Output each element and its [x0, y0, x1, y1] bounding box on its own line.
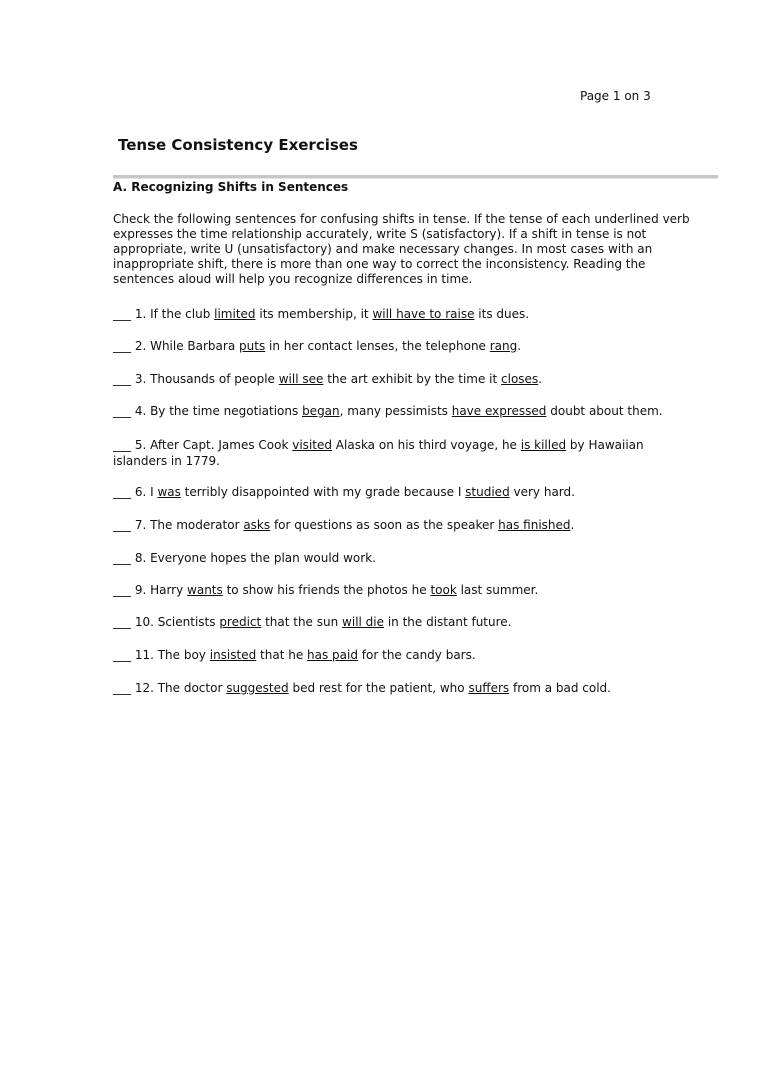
underlined-verb: wants [187, 583, 223, 597]
exercise-text: last summer. [456, 583, 539, 597]
instructions-line: inappropriate shift, there is more than one way to correct the inconsistency. Reading the [113, 257, 646, 271]
exercise-text: ___ 1. If the club [113, 307, 215, 321]
exercise-text: ___ 10. Scientists [113, 615, 220, 629]
exercise-text: bed rest for the patient, who [288, 681, 469, 695]
exercise-text: by Hawaiian islanders in 1779. [113, 438, 644, 468]
underlined-verb: will see [278, 372, 324, 386]
exercise-text: ___ 3. Thousands of people [113, 372, 279, 386]
exercise-text: in the distant future. [384, 615, 512, 629]
exercise-text: ___ 5. After Capt. James Cook [113, 438, 293, 452]
exercise-item-7 [113, 517, 713, 533]
exercise-text: . [570, 518, 575, 532]
section-heading: A. Recognizing Shifts in Sentences [113, 180, 349, 194]
exercise-text: . [538, 372, 543, 386]
exercise-text: that the sun [261, 615, 343, 629]
exercise-text: doubt about them. [546, 404, 663, 418]
exercise-text: ___ 7. The moderator [113, 518, 244, 532]
exercise-text: . [517, 339, 522, 353]
instructions-line: expresses the time relationship accurately, write S (satisfactory). If a shift in tense is not [113, 227, 647, 241]
underlined-verb: rang [489, 339, 518, 353]
exercise-item-4 [113, 403, 713, 419]
exercise-text: ___ 11. The boy [113, 648, 210, 662]
underlined-verb: visited [292, 438, 332, 452]
underlined-verb: began [302, 404, 340, 418]
exercise-item-9 [113, 582, 713, 598]
underlined-verb: will die [342, 615, 385, 629]
exercise-text: for the candy bars. [357, 648, 476, 662]
underlined-verb: suffers [468, 681, 510, 695]
exercise-item-3 [113, 371, 713, 387]
exercise-text: that he [256, 648, 308, 662]
underlined-verb: suggested [226, 681, 289, 695]
underlined-verb: will have to raise [372, 307, 475, 321]
page-number: Page 1 on 3 [580, 89, 651, 103]
exercise-text: ___ 6. I [113, 485, 158, 499]
underlined-verb: took [430, 583, 457, 597]
exercise-text: ___ 12. The doctor [113, 681, 227, 695]
underlined-verb: is killed [520, 438, 567, 452]
exercise-text: very hard. [509, 485, 575, 499]
title-divider [113, 175, 718, 179]
underlined-verb: closes [501, 372, 539, 386]
exercise-text: ___ 8. Everyone hopes the plan would work. [113, 551, 376, 565]
exercise-item-2 [113, 338, 713, 354]
exercise-text: ___ 4. By the time negotiations [113, 404, 303, 418]
exercise-text: to show his friends the photos he [222, 583, 431, 597]
exercise-text: ___ 2. While Barbara [113, 339, 240, 353]
underlined-verb: was [157, 485, 181, 499]
underlined-verb: insisted [209, 648, 257, 662]
underlined-verb: limited [214, 307, 256, 321]
exercise-item-12 [113, 680, 713, 696]
underlined-verb: has finished [498, 518, 571, 532]
exercise-item-11 [113, 647, 713, 663]
exercise-item-10 [113, 614, 713, 630]
exercise-text: the art exhibit by the time it [323, 372, 502, 386]
page-title: Tense Consistency Exercises [118, 136, 358, 154]
exercise-item-1 [113, 306, 713, 322]
instructions-line: appropriate, write U (unsatisfactory) and make necessary changes. In most cases with an [113, 242, 653, 256]
underlined-verb: studied [465, 485, 510, 499]
exercise-text: from a bad cold. [509, 681, 611, 695]
exercise-text: ___ 9. Harry [113, 583, 188, 597]
underlined-verb: asks [243, 518, 271, 532]
instructions-line: Check the following sentences for confusing shifts in tense. If the tense of each underlined verb [113, 212, 690, 226]
exercise-item-8 [113, 550, 713, 566]
exercise-text: its dues. [474, 307, 530, 321]
exercise-text: its membership, it [255, 307, 373, 321]
exercise-text: Alaska on his third voyage, he [331, 438, 521, 452]
exercise-text: for questions as soon as the speaker [270, 518, 499, 532]
exercise-item-6 [113, 484, 713, 500]
underlined-verb: predict [219, 615, 262, 629]
exercise-text: in her contact lenses, the telephone [265, 339, 490, 353]
exercise-text: , many pessimists [339, 404, 452, 418]
exercise-text: terribly disappointed with my grade because I [180, 485, 466, 499]
underlined-verb: has paid [307, 648, 358, 662]
instructions-paragraph [113, 212, 723, 287]
underlined-verb: puts [239, 339, 266, 353]
exercise-item-5 [113, 437, 693, 469]
underlined-verb: have expressed [451, 404, 547, 418]
instructions-line: sentences aloud will help you recognize differences in time. [113, 272, 473, 286]
